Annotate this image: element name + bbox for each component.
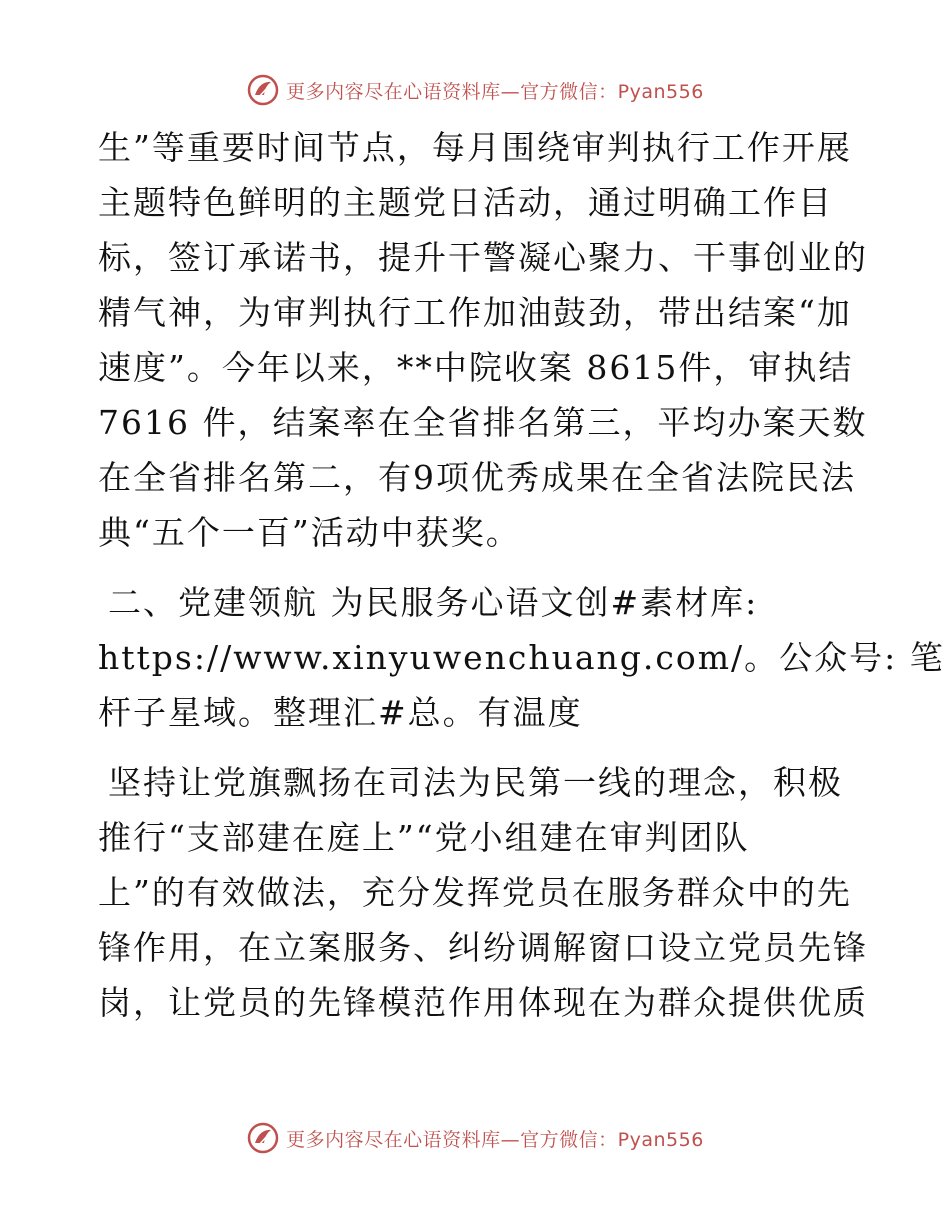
document-body (98, 120, 945, 1030)
section-heading-line: 二、党建领航 为民服务心语文创#素材库: (108, 583, 759, 622)
text-line: 在全省排名第二，有9项优秀成果在全省法院民法 (98, 458, 856, 497)
footer-banner (0, 1118, 950, 1158)
xinyu-logo-icon (246, 73, 280, 107)
text-line: 坚持让党旗飘扬在司法为民第一线的理念，积极 (108, 763, 843, 802)
header-banner-text: 更多内容尽在心语资料库—官方微信：Pyan556 (286, 80, 704, 103)
text-line: 锋作用，在立案服务、纠纷调解窗口设立党员先锋 (98, 928, 868, 967)
text-line: 上”的有效做法，充分发挥党员在服务群众中的先 (98, 873, 852, 912)
footer-banner-text: 更多内容尽在心语资料库—官方微信：Pyan556 (286, 1128, 704, 1151)
text-line: 速度”。今年以来，**中院收案 8615件，审执结 (98, 348, 854, 387)
text-line: 主题特色鲜明的主题党日活动，通过明确工作目 (98, 183, 833, 222)
section-heading (98, 575, 945, 740)
text-line: 推行“支部建在庭上”“党小组建在审判团队 (98, 818, 750, 857)
section-heading-line: https://www.xinyuwenchuang.com/。公众号: 笔 (98, 638, 945, 677)
paragraph-1 (98, 120, 868, 560)
text-line: 生”等重要时间节点，每月围绕审判执行工作开展 (98, 128, 852, 167)
text-line: 标，签订承诺书，提升干警凝心聚力、干事创业的 (98, 238, 868, 277)
text-line: 典“五个一百”活动中获奖。 (98, 513, 521, 552)
header-banner (0, 70, 950, 110)
text-line: 7616 件，结案率在全省排名第三，平均办案天数 (98, 403, 868, 442)
xinyu-logo-icon (246, 1121, 280, 1155)
paragraph-2 (98, 755, 868, 1030)
section-heading-line: 杆子星域。整理汇#总。有温度 (98, 693, 583, 732)
text-line: 精气神，为审判执行工作加油鼓劲，带出结案“加 (98, 293, 852, 332)
text-line: 岗，让党员的先锋模范作用体现在为群众提供优质 (98, 983, 868, 1022)
